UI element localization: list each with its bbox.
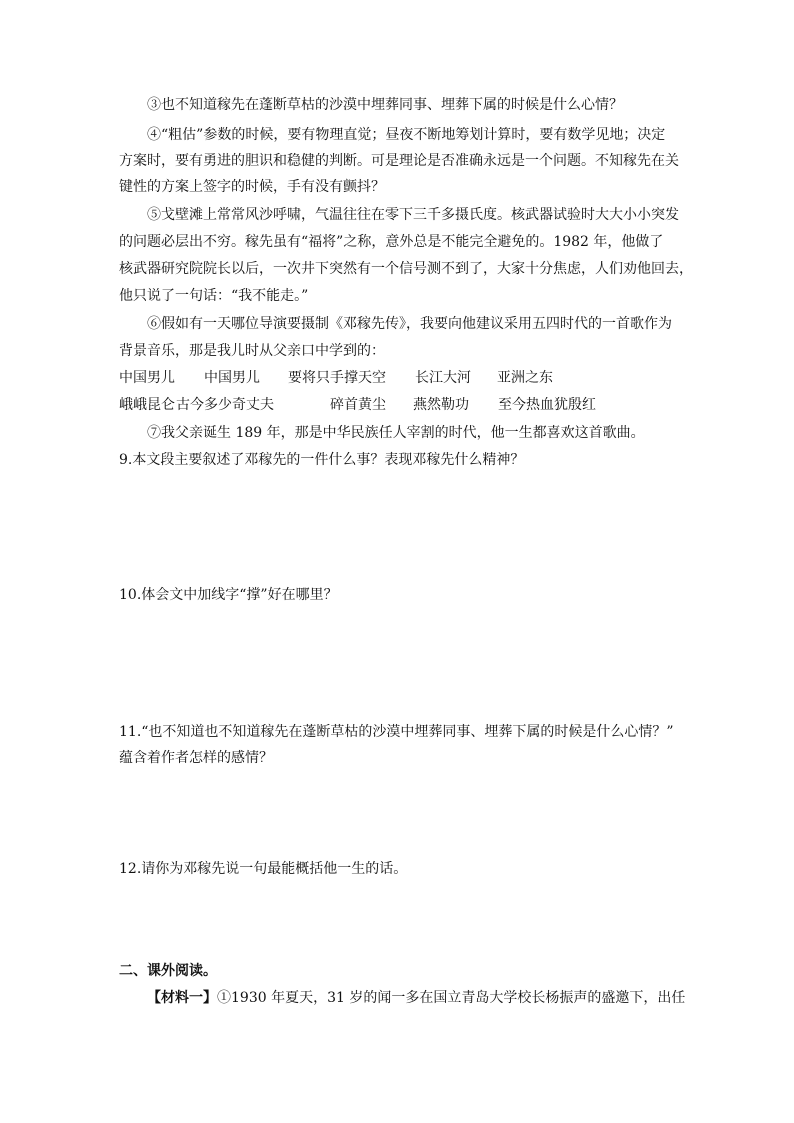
paragraph-5-line-3: 核武器研究院院长以后，一次井下突然有一个信号测不到了，大家十分焦虑，人们劝他回去， (119, 261, 693, 277)
question-11-line-1: 11.“也不知道也不知道稼先在蓬断草枯的沙漠中埋葬同事、埋葬下属的时候是什么心情？” (119, 724, 674, 740)
question-9: 9.本文段主要叙述了邓稼先的一件什么事？表现邓稼先什么精神？ (119, 452, 525, 468)
paragraph-3: ③也不知道稼先在蓬断草枯的沙漠中埋葬同事、埋葬下属的时候是什么心情？ (147, 97, 623, 113)
poem-phrase: 至今热血犹殷红 (498, 397, 596, 413)
poem-phrase: 亚洲之东 (497, 370, 553, 386)
poem-phrase: 长江大河 (415, 370, 471, 386)
question-11-line-2: 蕴含着作者怎样的感情？ (119, 750, 273, 766)
paragraph-5-line-1: ⑤戈壁滩上常常风沙呼啸，气温往往在零下三千多摄氏度。核武器试验时大大小小突发 (147, 207, 679, 223)
paragraph-5-line-4: 他只说了一句话：“我不能走。” (119, 288, 309, 304)
paragraph-4-line-3: 键性的方案上签字的时候，手有没有颤抖？ (119, 179, 385, 195)
poem-phrase: 碎首黄尘 (330, 397, 386, 413)
poem-phrase: 中国男儿 (204, 370, 260, 386)
question-10: 10.体会文中加线字“撑”好在哪里？ (119, 587, 338, 603)
poem-phrase: 燕然勒功 (413, 397, 469, 413)
paragraph-6-line-2: 背景音乐，那是我儿时从父亲口中学到的： (119, 343, 385, 359)
material-text: ①1930 年夏天，31 岁的闻一多在国立青岛大学校长杨振声的盛邀下，出任 (217, 990, 686, 1006)
section-heading: 二、课外阅读。 (119, 963, 217, 979)
poem-phrase: 古今多少奇丈夫 (176, 397, 274, 413)
question-12: 12.请你为邓稼先说一句最能概括他一生的话。 (119, 861, 408, 877)
poem-phrase: 要将只手撑天空 (288, 370, 386, 386)
material-label: 【材料一】 (147, 990, 217, 1006)
material-one (147, 989, 686, 1007)
poem-phrase: 中国男儿 (119, 370, 175, 386)
paragraph-5-line-2: 的问题必层出不穷。稼先虽有“福将”之称，意外总是不能完全避免的。1982 年，他做了 (119, 234, 664, 250)
paragraph-4-line-1: ④“粗估”参数的时候，要有物理直觉；昼夜不断地筹划计算时，要有数学见地；决定 (147, 127, 666, 143)
paragraph-6-line-1: ⑥假如有一天哪位导演要摄制《邓稼先传》，我要向他建议采用五四时代的一首歌作为 (147, 316, 672, 332)
paragraph-7: ⑦我父亲诞生 189 年，那是中华民族任人宰割的时代，他一生都喜欢这首歌曲。 (147, 425, 645, 441)
poem-phrase: 峨峨昆仑 (119, 397, 175, 413)
paragraph-4-line-2: 方案时，要有勇进的胆识和稳健的判断。可是理论是否准确永远是一个问题。不知稼先在关 (119, 153, 679, 169)
